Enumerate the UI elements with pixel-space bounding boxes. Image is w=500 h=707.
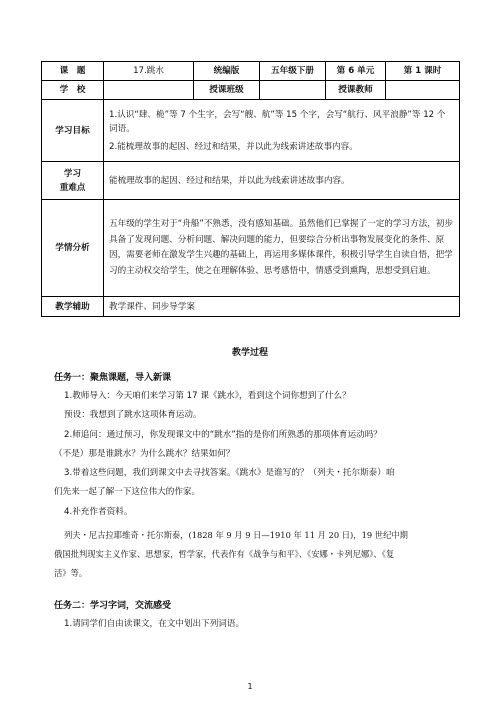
key-label-line: 学习: [63, 168, 82, 179]
page-number: 1: [247, 682, 253, 691]
edition-value: 统编版: [194, 62, 260, 81]
task1-line: 3.带着这些问题，我们到课文中去寻找答案。《跳水》是谁写的？（列夫・托尔斯泰）咱: [64, 468, 395, 478]
task1-heading: 任务一：聚焦课题，导入新课: [54, 373, 172, 383]
table-row: [42, 81, 460, 100]
class-value: [260, 81, 326, 100]
teacher-label: 授课教师: [326, 81, 386, 100]
task1-line: 们先来一起了解一下这位伟大的作家。: [54, 487, 201, 497]
task1-line: 预设：我想到了跳水这项体育运动。: [64, 410, 202, 420]
class-label: 授课班级: [194, 81, 260, 100]
table-row: [42, 100, 460, 162]
task1-line: 4.补充作者资料。: [64, 507, 133, 517]
analysis-cell: 五年级的学生对于“舟船”不熟悉，没有感知基础。虽然他们已掌握了一定的学习方法，初步具备了发现问题、分析问题、解决问题的能力，但要综合分析出事物发展变化的条件、原因，需要老师在激发学生兴趣的基础上，再运用多媒体课件，积极引导学生自读自悟，把学习的主动权交给学生，使之在理解体验、思考感悟中，情感受到熏陶，思想受到启迪。: [104, 200, 460, 297]
table-row: [42, 62, 460, 81]
grade-value: 五年级下册: [260, 62, 326, 81]
topic-value: 17.跳水: [104, 62, 194, 81]
aid-label: 教学辅助: [42, 297, 104, 317]
school-label: 学 校: [42, 81, 104, 100]
key-cell: 能梳理故事的起因、经过和结果，并以此为线索讲述故事内容。: [104, 162, 460, 200]
topic-label: 课 题: [42, 62, 104, 81]
goal-item: 1.认识“肆、桅”等 7 个生字，会写“艘、航”等 15 个字，会写“航行、风平浪静”等 12 个词语。: [109, 109, 446, 134]
task1-line: 1.教师导入：今天咱们来学习第 17 课《跳水》，看到这个词你想到了什么？: [64, 391, 351, 401]
task2-line: 1.请同学们自由读课文，在文中划出下列词语。: [64, 619, 245, 629]
task2-heading: 任务二：学习字词，交流感受: [54, 601, 172, 611]
teacher-value: [386, 81, 460, 100]
goals-label: 学习目标: [42, 100, 104, 162]
period-value: 第 1 课时: [386, 62, 460, 81]
table-row: [42, 162, 460, 200]
author-bio-line: 活》等。: [54, 568, 88, 578]
table-row: [42, 200, 460, 297]
author-bio-line: 俄国批判现实主义作家、思想家，哲学家，代表作有《战争与和平》、《安娜・卡列尼娜》、《复: [54, 549, 395, 559]
analysis-label: 学情分析: [42, 200, 104, 297]
process-title: 教学过程: [231, 348, 268, 358]
goals-cell: [104, 100, 460, 162]
unit-value: 第 6 单元: [326, 62, 386, 81]
key-label-line: 重难点: [59, 182, 86, 193]
aid-cell: 教学课件、同步导学案: [104, 297, 460, 317]
goal-item: 2.能梳理故事的起因、经过和结果，并以此为线索讲述故事内容。: [109, 141, 358, 152]
key-label: [42, 162, 104, 200]
task1-line: （不是）那是谁跳水？为什么跳水？结果如何？: [54, 449, 235, 459]
school-value: [104, 81, 194, 100]
table-row: [42, 297, 460, 317]
lesson-info-table: [41, 61, 460, 317]
author-bio-line: 列夫・尼古拉耶维奇・托尔斯泰，(1828 年 9 月 9 日—1910 年 11 月 20 日)，19 世纪中期: [64, 530, 408, 540]
task1-line: 2.师追问：通过预习，你发现课文中的“跳水”指的是你们所熟悉的那项体育运动吗？: [64, 430, 382, 440]
